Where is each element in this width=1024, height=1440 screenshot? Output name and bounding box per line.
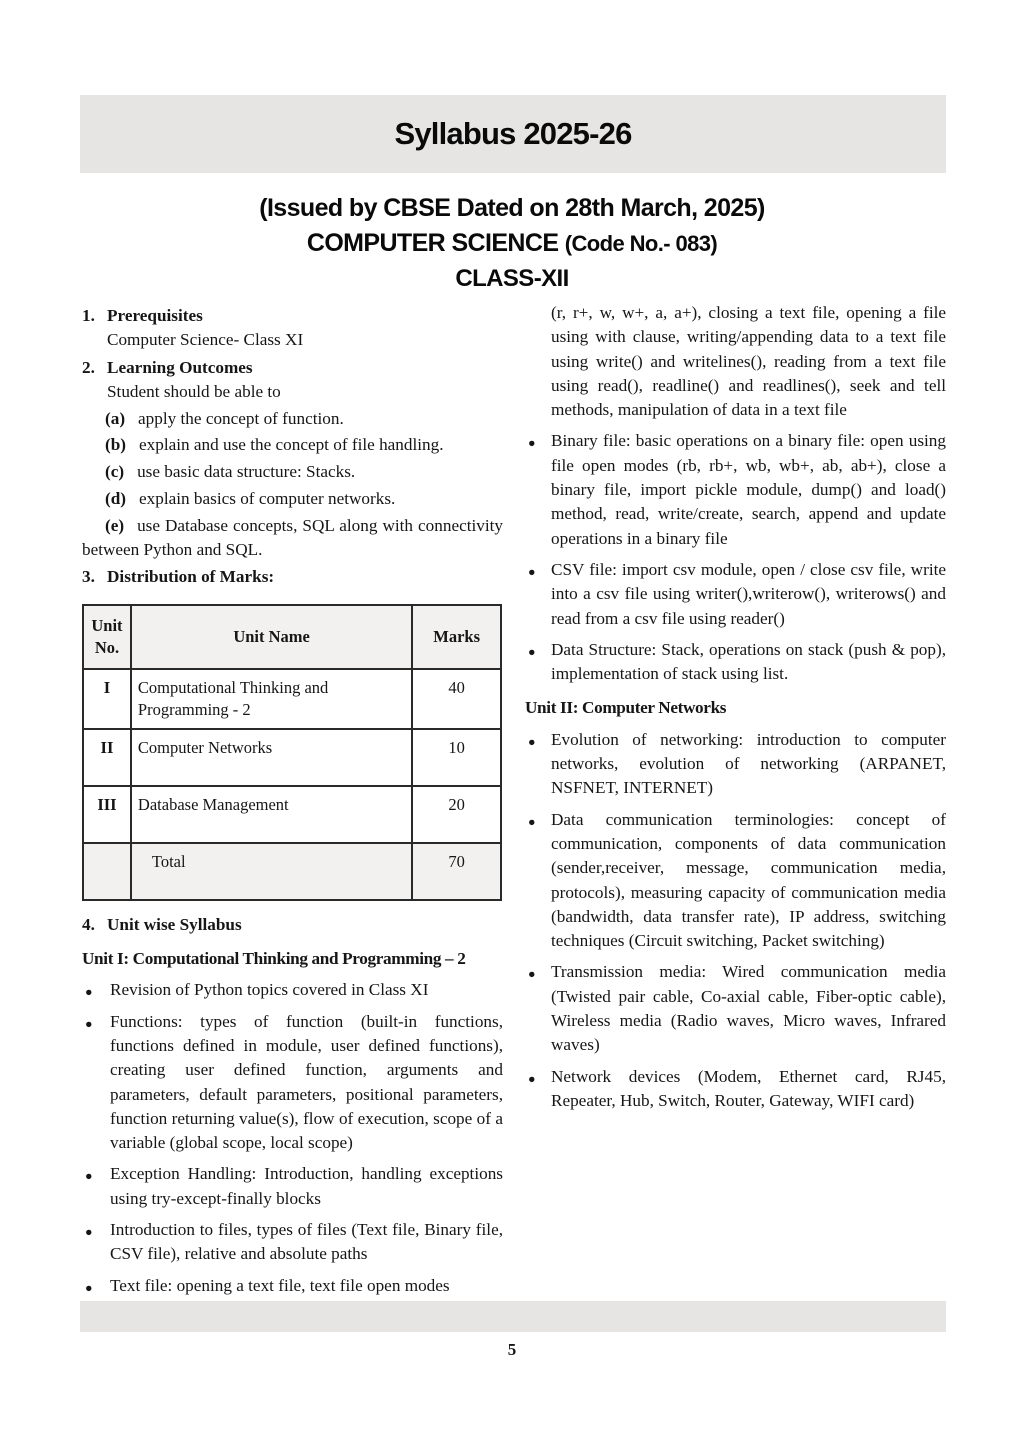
unit-no-cell: II [83,729,131,786]
unit-name-cell: Database Management [131,786,412,843]
outcome-label: (c) [105,462,125,482]
subject-line [0,226,1024,261]
subject-name: COMPUTER SCIENCE [306,229,559,257]
bullet-item: ● Data Structure: Stack, operations on stack (push & pop), implementation of stack using list. [525,638,946,687]
table-row [83,729,501,786]
unit-name-cell: Computer Networks [131,729,412,786]
table-total-row [83,843,501,900]
section-distribution-of-marks [82,565,503,589]
page-number: 5 [507,1340,517,1359]
marks-table-header [83,605,501,669]
subject-code: (Code No.- 083) [564,231,718,256]
outcome-text: use Database concepts, SQL along with connectivity between Python and SQL. [82,515,503,560]
bullet-item: ● Functions: types of function (built-in functions, functions defined in module, user defined functions), creating user defined function, arguments and parameters, default parameters, positional parameters, function returning value(s), flow of execution, scope of a variable (global scope, local scope) [82,1010,503,1156]
two-column-body [82,301,946,1298]
section-learning-outcomes [82,356,503,380]
class-line: CLASS-XII [455,265,569,292]
bullet-item: ● Revision of Python topics covered in Class XI [82,978,503,1002]
section-title: Learning Outcomes [107,357,253,377]
section-number: 1. [82,306,95,325]
unit1-bullets-left [82,978,503,1298]
learning-outcomes-intro: Student should be able to [107,381,281,401]
marks-table [82,604,502,901]
outcome-item [82,487,503,511]
outcome-label: (e) [105,515,125,535]
prerequisites-body: Computer Science- Class XI [107,330,304,350]
outcome-item [82,460,503,484]
section-title: Prerequisites [107,306,203,325]
bullet-item: ● Binary file: basic operations on a binary file: open using file open modes (rb, rb+, wb, wb+, ab, ab+), close a binary file, import pickle module, dump() and load() method, read, write/create, search, append and update operations in a binary file [525,429,946,550]
table-row [83,669,501,729]
outcome-item [82,433,503,457]
section-title: Unit wise Syllabus [107,914,242,934]
total-label-cell: Total [131,843,412,900]
col-header-unit-name: Unit Name [131,605,412,669]
bullet-item: ● Data communication terminologies: concept of communication, components of data communication (sender,receiver, message, communication media, protocols), measuring capacity of communication media (bandwidth, data transfer rate), IP address, switching techniques (Circuit switching, Packet switching) [525,808,946,954]
unit2-heading: Unit II: Computer Networks [525,698,727,718]
outcome-text: use basic data structure: Stacks. [137,462,356,482]
subtitle-block [0,190,1024,296]
bullet-item: ● Network devices (Modem, Ethernet card, RJ45, Repeater, Hub, Switch, Router, Gateway, WIFI card) [525,1065,946,1114]
total-empty-cell [83,843,131,900]
section-title: Distribution of Marks: [107,567,275,587]
bullet-item: ● Transmission media: Wired communication media (Twisted pair cable, Co-axial cable, Fiber-optic cable), Wireless media (Radio waves, Micro waves, Infrared waves) [525,960,946,1057]
outcome-text: explain basics of computer networks. [139,489,396,509]
bullet-item: ● CSV file: import csv module, open / close csv file, write into a csv file using writer(),writerow(), writerows() and read from a csv file using reader() [525,558,946,631]
unit-marks-cell: 10 [412,729,501,786]
unit2-bullets [525,728,946,1113]
unit-marks-cell: 40 [412,669,501,729]
outcome-text: explain and use the concept of file handling. [139,435,444,455]
footer-band [80,1301,946,1332]
unit-no-cell: III [83,786,131,843]
outcome-label: (b) [105,435,127,455]
section-unit-wise-syllabus [82,913,503,937]
outcome-label: (d) [105,489,127,509]
text-file-continuation: (r, r+, w, w+, a, a+), closing a text file, opening a file using with clause, writing/appending data to a text file using write() and writelines(), reading from a text file using read(), readline() and readlines(), seek and tell methods, manipulation of data in a text file [551,303,946,420]
outcomes-list [82,407,503,563]
unit-name-cell: Computational Thinking and Programming - 2 [131,669,412,729]
outcome-label: (a) [105,408,126,428]
title-banner [80,95,946,173]
unit1-bullets-right [525,429,946,686]
total-marks-cell: 70 [412,843,501,900]
bullet-item: ● Evolution of networking: introduction to computer networks, evolution of networking (ARPANET, NSFNET, INTERNET) [525,728,946,801]
unit-no-cell: I [83,669,131,729]
section-number: 2. [82,357,95,377]
outcome-text: apply the concept of function. [138,408,344,428]
unit1-heading: Unit I: Computational Thinking and Programming – 2 [82,949,466,969]
outcome-item [82,407,503,431]
outcome-item [82,514,503,563]
section-number: 4. [82,914,95,934]
unit-marks-cell: 20 [412,786,501,843]
col-header-unit-no: Unit No. [83,605,131,669]
marks-table-body [83,669,501,843]
table-row [83,786,501,843]
left-column [82,301,503,1298]
right-column [525,301,946,1298]
issued-line: (Issued by CBSE Dated on 28th March, 2025) [259,194,765,222]
bullet-item: ● Text file: opening a text file, text file open modes [82,1274,503,1298]
bullet-item: ● Exception Handling: Introduction, handling exceptions using try-except-finally blocks [82,1162,503,1211]
section-prerequisites [82,304,503,328]
section-number: 3. [82,567,95,587]
bullet-item: ● Introduction to files, types of files (Text file, Binary file, CSV file), relative and absolute paths [82,1218,503,1267]
page-title: Syllabus 2025-26 [394,116,632,151]
col-header-marks: Marks [412,605,501,669]
